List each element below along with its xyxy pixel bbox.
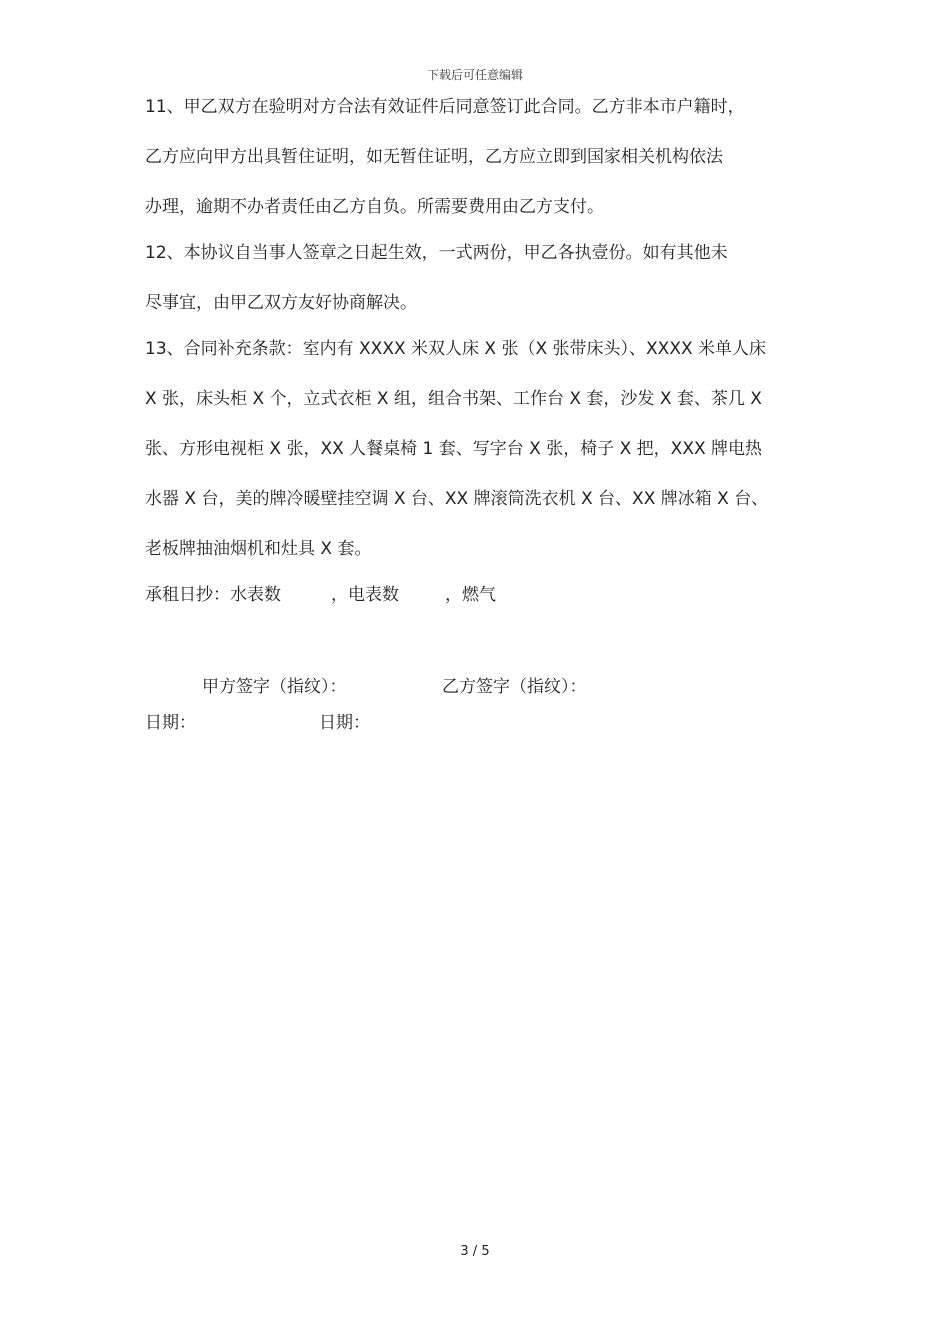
page-number: 3 / 5 [460,1244,490,1259]
clause-11 [145,94,820,220]
clause-13-line-1: 13、合同补充条款：室内有 XXXX 米双人床 X 张（X 张带床头）、XXXX 米单人床 [145,339,767,359]
clause-12-line-2: 尽事宜，由甲乙双方友好协商解决。 [145,293,417,313]
meter-reading-water-label: 承租日抄：水表数 [145,585,281,605]
clause-12 [145,240,820,316]
meter-reading-electric-label: ，电表数 [331,585,399,605]
meter-reading-row [145,582,820,608]
document-body [145,94,820,736]
clause-13 [145,336,820,562]
clause-11-line-1: 11、甲乙双方在验明对方合法有效证件后同意签订此合同。乙方非本市户籍时， [145,97,745,117]
clause-12-line-1: 12、本协议自当事人签章之日起生效，一式两份，甲乙各执壹份。如有其他未 [145,243,728,263]
clause-11-line-3: 办理，逾期不办者责任由乙方自负。所需要费用由乙方支付。 [145,197,604,217]
clause-11-line-2: 乙方应向甲方出具暂住证明，如无暂住证明，乙方应立即到国家相关机构依法 [145,147,723,167]
clause-13-line-2: X 张，床头柜 X 个，立式衣柜 X 组，组合书架、工作台 X 套，沙发 X 套、茶几 X [145,389,762,409]
signature-row [145,674,820,700]
meter-reading-gas-label: ，燃气 [445,585,496,605]
clause-13-line-3: 张、方形电视柜 X 张，XX 人餐桌椅 1 套、写字台 X 张，椅子 X 把，XXX 牌电热 [145,439,763,459]
party-b-signature-label: 乙方签字（指纹）： [442,677,587,697]
party-b-date-label: 日期： [319,713,370,733]
date-row [145,710,820,736]
page-header-note: 下载后可任意编辑 [426,68,523,82]
clause-13-line-4: 水器 X 台，美的牌冷暖壁挂空调 X 台、XX 牌滚筒洗衣机 X 台、XX 牌冰箱 X 台、 [145,489,769,509]
party-a-signature-label: 甲方签字（指纹）： [202,677,347,697]
party-a-date-label: 日期： [145,713,196,733]
clause-13-line-5: 老板牌抽油烟机和灶具 X 套。 [145,539,372,559]
